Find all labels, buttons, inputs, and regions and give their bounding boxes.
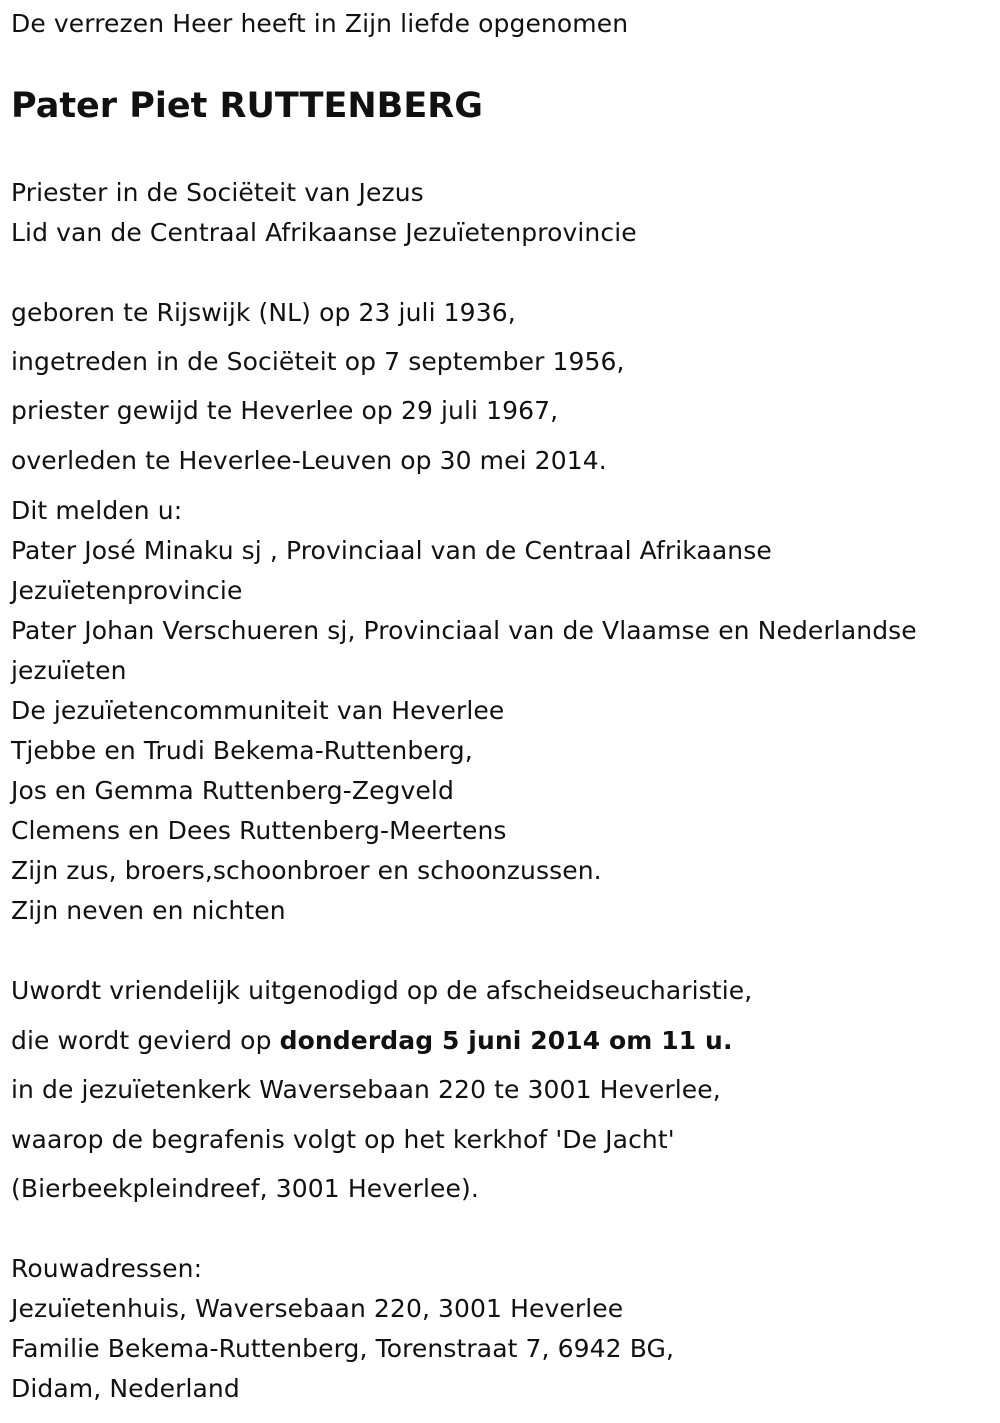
announcer-line: Zijn neven en nichten: [11, 896, 286, 925]
announcer-line: Zijn zus, broers,schoonbroer en schoonzussen.: [11, 856, 602, 885]
deceased-name: Pater Piet RUTTENBERG: [11, 86, 483, 126]
announcer-line: Pater José Minaku sj , Provinciaal van de Centraal Afrikaanse: [11, 536, 772, 565]
life-event-line: geboren te Rijswijk (NL) op 23 juli 1936,: [11, 298, 516, 327]
ceremony-datetime: donderdag 5 juni 2014 om 11 u.: [279, 1026, 733, 1055]
announcer-line: De jezuïetencommuniteit van Heverlee: [11, 696, 505, 725]
addresses-heading: Rouwadressen:: [11, 1254, 203, 1283]
invitation-prefix: die wordt gevierd op: [11, 1026, 280, 1055]
life-event-line: priester gewijd te Heverlee op 29 juli 1967,: [11, 396, 559, 425]
role-line: Lid van de Centraal Afrikaanse Jezuïetenprovincie: [11, 218, 637, 247]
address-line: Didam, Nederland: [11, 1374, 240, 1403]
address-line: Familie Bekema-Ruttenberg, Torenstraat 7, 6942 BG,: [11, 1334, 675, 1363]
announcer-line: Jezuïetenprovincie: [11, 576, 243, 605]
announcer-line: jezuïeten: [11, 656, 127, 685]
invitation-line: waarop de begrafenis volgt op het kerkhof 'De Jacht': [11, 1125, 675, 1154]
intro-text: De verrezen Heer heeft in Zijn liefde opgenomen: [11, 9, 629, 38]
invitation-line: [11, 1026, 733, 1056]
announcer-line: Pater Johan Verschueren sj, Provinciaal van de Vlaamse en Nederlandse: [11, 616, 917, 645]
invitation-line: (Bierbeekpleindreef, 3001 Heverlee).: [11, 1174, 479, 1203]
announcer-line: Clemens en Dees Ruttenberg-Meertens: [11, 816, 507, 845]
announcers-heading: Dit melden u:: [11, 496, 183, 525]
announcer-line: Jos en Gemma Ruttenberg-Zegveld: [11, 776, 454, 805]
life-event-line: overleden te Heverlee-Leuven op 30 mei 2014.: [11, 446, 607, 475]
announcer-line: Tjebbe en Trudi Bekema-Ruttenberg,: [11, 736, 473, 765]
invitation-line: Uwordt vriendelijk uitgenodigd op de afscheidseucharistie,: [11, 976, 753, 1005]
address-line: Jezuïetenhuis, Waversebaan 220, 3001 Heverlee: [11, 1294, 624, 1323]
role-line: Priester in de Sociëteit van Jezus: [11, 178, 424, 207]
life-event-line: ingetreden in de Sociëteit op 7 september 1956,: [11, 347, 625, 376]
invitation-line: in de jezuïetenkerk Waversebaan 220 te 3001 Heverlee,: [11, 1075, 721, 1104]
